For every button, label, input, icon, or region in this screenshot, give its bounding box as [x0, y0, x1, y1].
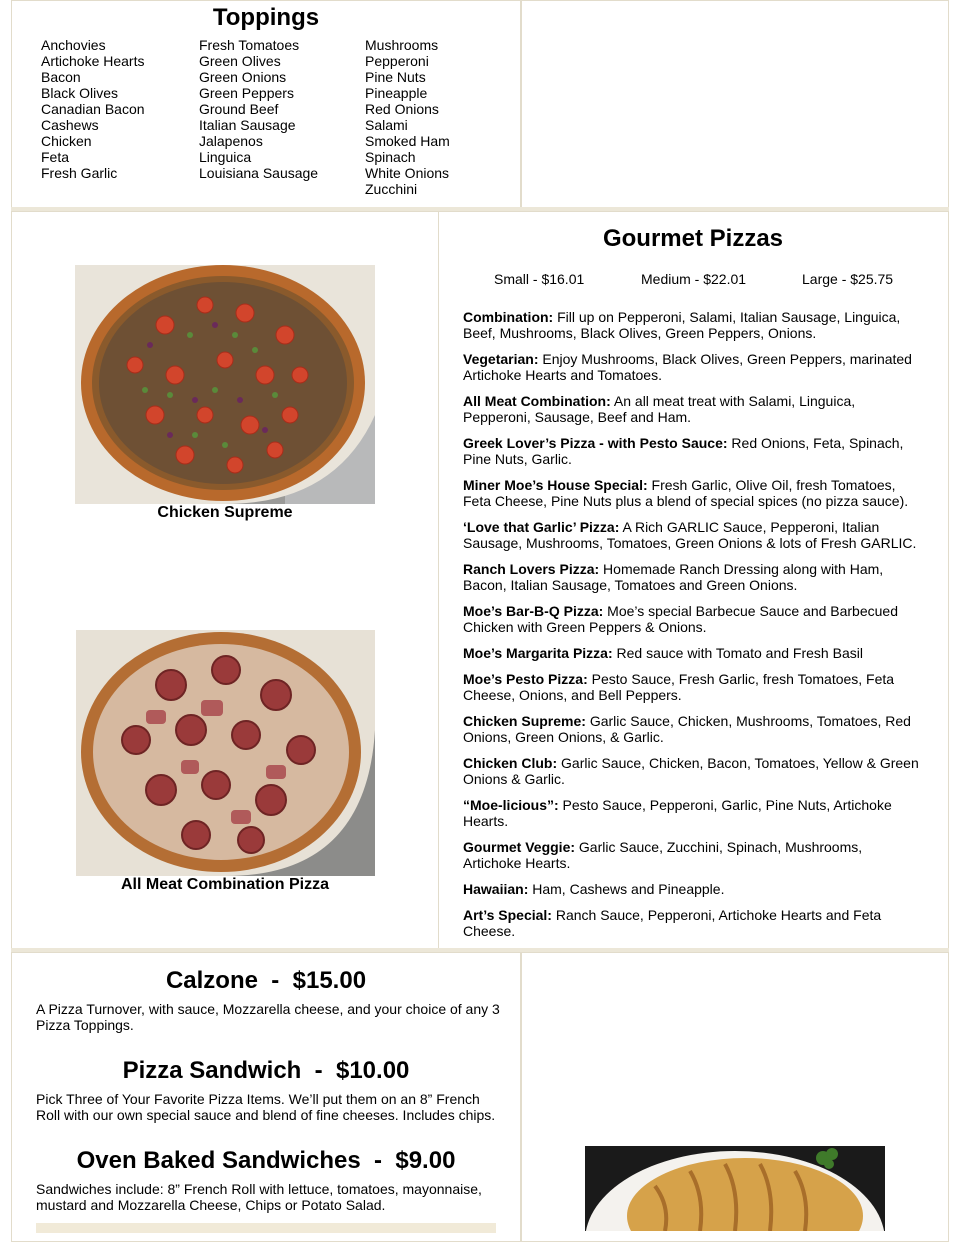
menu-item-name: Moe’s Pesto Pizza:: [463, 671, 588, 687]
topping-item: Spinach: [365, 149, 416, 165]
menu-item-desc: Red sauce with Tomato and Fresh Basil: [612, 645, 863, 661]
menu-item: [463, 797, 923, 829]
menu-item-name: Miner Moe’s House Special:: [463, 477, 648, 493]
menu-item-desc: Homemade Ranch Dressing along with Ham, Bacon, Italian Sausage, Tomatoes and Green Onions.: [463, 561, 884, 593]
toppings-column-1: [41, 37, 145, 181]
menu-item: [463, 645, 923, 661]
menu-item: [463, 351, 923, 383]
topping-item: Artichoke Hearts: [41, 53, 145, 69]
menu-item-desc: Moe’s special Barbecue Sauce and Barbecued Chicken with Green Peppers & Onions.: [463, 603, 898, 635]
topping-item: Mushrooms: [365, 37, 439, 53]
price-large: Large - $25.75: [802, 271, 894, 287]
toppings-title: Toppings: [212, 4, 320, 31]
oven-sandwiches-desc: Sandwiches include: 8” French Roll with lettuce, tomatoes, mayonnaise, mustard and Mozzarella Cheese, Chips or Potato Salad.: [36, 1181, 482, 1213]
menu-item-desc: Ham, Cashews and Pineapple.: [528, 881, 725, 897]
menu-item-desc: Garlic Sauce, Chicken, Mushrooms, Tomatoes, Red Onions, Green Onions, & Garlic.: [463, 713, 911, 745]
menu-item-name: Moe’s Margarita Pizza:: [463, 645, 613, 661]
topping-item: Red Onions: [365, 101, 439, 117]
topping-item: Canadian Bacon: [41, 101, 145, 117]
menu-item-name: ‘Love that Garlic’ Pizza:: [463, 519, 620, 535]
topping-item: Fresh Tomatoes: [199, 37, 300, 53]
menu-item-name: Art’s Special:: [463, 907, 552, 923]
menu-item: [463, 907, 923, 939]
topping-item: Zucchini: [365, 181, 418, 197]
topping-item: Bacon: [41, 69, 81, 85]
sandwich-list-bar: [36, 1223, 496, 1233]
all-meat-photo: [76, 630, 375, 876]
chicken-supreme-caption: Chicken Supreme: [157, 504, 293, 521]
toppings-column-2: [199, 37, 318, 181]
price-small: Small - $16.01: [494, 271, 585, 287]
menu-item-name: Moe’s Bar-B-Q Pizza:: [463, 603, 604, 619]
menu-item: [463, 603, 923, 635]
toppings-column-3: [365, 37, 450, 197]
topping-item: Italian Sausage: [199, 117, 296, 133]
calzone-desc: A Pizza Turnover, with sauce, Mozzarella cheese, and your choice of any 3 Pizza Toppings.: [36, 1001, 500, 1033]
topping-item: Pepperoni: [365, 53, 429, 69]
menu-item-desc: Garlic Sauce, Zucchini, Spinach, Mushrooms, Artichoke Hearts.: [463, 839, 863, 871]
topping-item: Linguica: [199, 149, 252, 165]
menu-item-desc: Garlic Sauce, Chicken, Bacon, Tomatoes, Yellow & Green Onions & Garlic.: [463, 755, 919, 787]
menu-item-name: Chicken Club:: [463, 755, 558, 771]
calzone-photo: [585, 1146, 885, 1231]
topping-item: Green Onions: [199, 69, 287, 85]
menu-item-name: Combination:: [463, 309, 554, 325]
topping-item: Fresh Garlic: [41, 165, 118, 181]
topping-item: Salami: [365, 117, 408, 133]
all-meat-caption: All Meat Combination Pizza: [120, 876, 329, 893]
menu-item-name: Greek Lover’s Pizza - with Pesto Sauce:: [463, 435, 728, 451]
menu-item-name: “Moe-licious”:: [463, 797, 559, 813]
menu-item: [463, 519, 923, 551]
menu-item-desc: Pesto Sauce, Fresh Garlic, fresh Tomatoes, Feta Cheese, Onions, and Bell Peppers.: [463, 671, 895, 703]
top-right-panel: [521, 0, 949, 208]
menu-item: [463, 435, 923, 467]
topping-item: Pine Nuts: [365, 69, 426, 85]
gourmet-menu-list: [463, 309, 923, 949]
menu-item: [463, 839, 923, 871]
menu-item-name: Ranch Lovers Pizza:: [463, 561, 600, 577]
topping-item: Louisiana Sausage: [199, 165, 319, 181]
topping-item: Green Olives: [199, 53, 281, 69]
pizza-sandwich-title: Pizza Sandwich - $10.00: [122, 1057, 410, 1084]
menu-item-desc: An all meat treat with Salami, Linguica, Pepperoni, Sausage, Beef and Ham.: [463, 393, 856, 425]
menu-item-desc: Ranch Sauce, Pepperoni, Artichoke Hearts and Feta Cheese.: [463, 907, 882, 939]
topping-item: Pineapple: [365, 85, 428, 101]
menu-item-desc: Pesto Sauce, Pepperoni, Garlic, Pine Nuts, Artichoke Hearts.: [463, 797, 892, 829]
menu-item-name: All Meat Combination:: [463, 393, 611, 409]
menu-item: [463, 561, 923, 593]
menu-item-name: Hawaiian:: [463, 881, 529, 897]
menu-item-name: Vegetarian:: [463, 351, 539, 367]
menu-item: [463, 755, 923, 787]
topping-item: Feta: [41, 149, 70, 165]
topping-item: Chicken: [41, 133, 92, 149]
menu-item: [463, 393, 923, 425]
menu-item: [463, 713, 923, 745]
topping-item: Jalapenos: [199, 133, 263, 149]
menu-item-name: Chicken Supreme:: [463, 713, 586, 729]
calzone-title: Calzone - $15.00: [165, 967, 367, 994]
chicken-supreme-photo: [75, 265, 375, 504]
menu-item-desc: Fill up on Pepperoni, Salami, Italian Sausage, Linguica, Beef, Mushrooms, Black Olives, Green Peppers, Onions.: [463, 309, 901, 341]
menu-item-desc: A Rich GARLIC Sauce, Pepperoni, Italian Sausage, Mushrooms, Tomatoes, Green Onions & lots of Fresh GARLIC.: [463, 519, 917, 551]
topping-item: Smoked Ham: [365, 133, 450, 149]
pizza-sandwich-desc: Pick Three of Your Favorite Pizza Items. We’ll put them on an 8” French Roll with our own special sauce and blend of fine cheeses. Includes chips.: [36, 1091, 496, 1123]
oven-sandwiches-title: Oven Baked Sandwiches - $9.00: [76, 1147, 456, 1174]
menu-item: [463, 477, 923, 509]
menu-item: [463, 671, 923, 703]
price-medium: Medium - $22.01: [641, 271, 747, 287]
menu-item-desc: Red Onions, Feta, Spinach, Pine Nuts, Garlic.: [463, 435, 904, 467]
menu-item-desc: Enjoy Mushrooms, Black Olives, Green Peppers, marinated Artichoke Hearts and Tomatoes.: [463, 351, 912, 383]
topping-item: Ground Beef: [199, 101, 279, 117]
menu-item: [463, 881, 923, 897]
menu-item: [463, 309, 923, 341]
topping-item: Cashews: [41, 117, 99, 133]
topping-item: Green Peppers: [199, 85, 294, 101]
menu-item-desc: Fresh Garlic, Olive Oil, fresh Tomatoes, Feta Cheese, Pine Nuts plus a blend of special spices (no pizza sauce).: [463, 477, 909, 509]
menu-item-name: Gourmet Veggie:: [463, 839, 576, 855]
topping-item: Anchovies: [41, 37, 106, 53]
topping-item: White Onions: [365, 165, 450, 181]
gourmet-pizzas-title: Gourmet Pizzas: [602, 225, 784, 252]
topping-item: Black Olives: [41, 85, 119, 101]
